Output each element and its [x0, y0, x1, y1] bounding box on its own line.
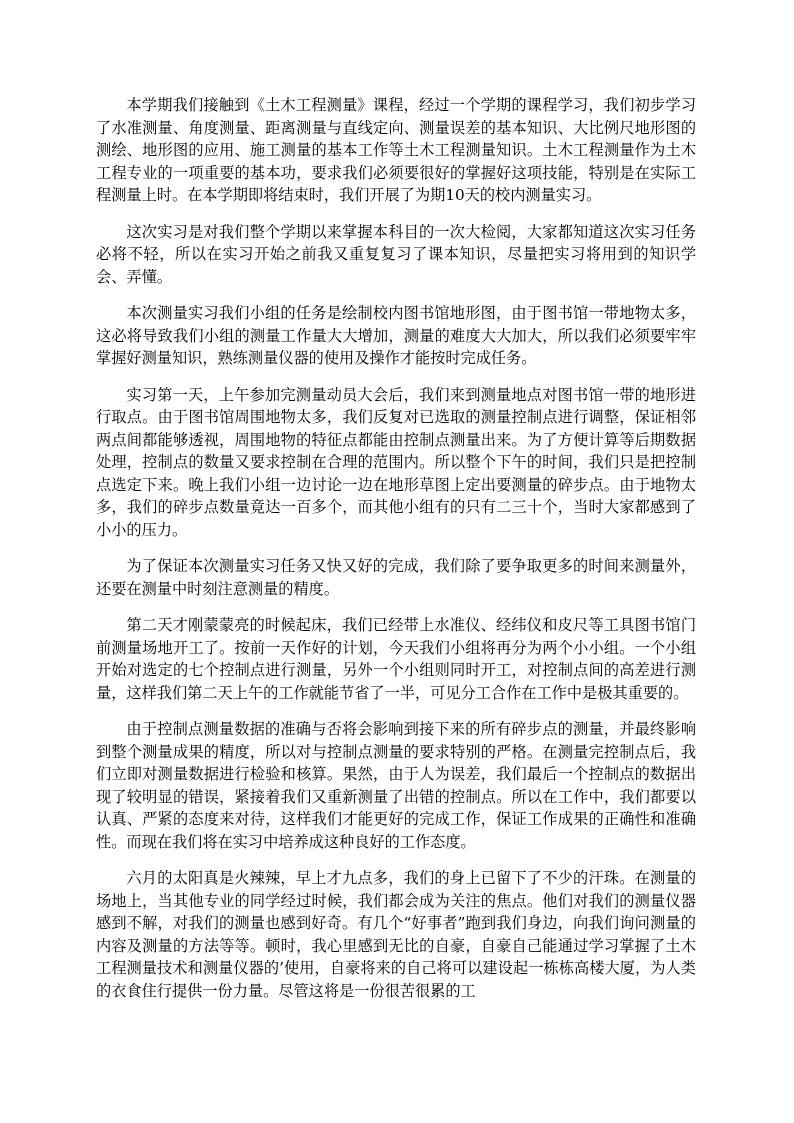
- paragraph-day-one: 实习第一天，上午参加完测量动员大会后，我们来到测量地点对图书馆一带的地形进行取点。由于图书馆周围地物太多，我们反复对已选取的测量控制点进行调整，保证相邻两点间都能够透视，周围地物的特征点都能由控制点测量出来。为了方便计算等后期数据处理，控制点的数量又要求控制在合理的范围内。所以整个下午的时间，我们只是把控制点选定下来。晚上我们小组一边讨论一边在地形草图上定出要测量的碎步点。由于地物太多，我们的碎步点数量竟达一百多个，而其他小组有的只有二三十个，当时大家都感到了小小的压力。: [96, 385, 696, 539]
- paragraph-intro: 本学期我们接触到《土木工程测量》课程，经过一个学期的课程学习，我们初步学习了水准测量、角度测量、距离测量与直线定向、测量误差的基本知识、大比例尺地形图的测绘、地形图的应用、施工测量的基本工作等土木工程测量知识。土木工程测量作为土木工程专业的一项重要的基本功，要求我们必须要很好的掌握好这项技能，特别是在实际工程测量上时。在本学期即将结束时，我们开展了为期10天的校内测量实习。: [96, 96, 696, 204]
- paragraph-june-sun: 六月的太阳真是火辣辣，早上才九点多，我们的身上已留下了不少的汗珠。在测量的场地上，当其他专业的同学经过时候，我们都会成为关注的焦点。他们对我们的测量仪器感到不解，对我们的测量也感到好奇。有几个“好事者”跑到我们身边，向我们询问测量的内容及测量的方法等等。顿时，我心里感到无比的自豪，自豪自己能通过学习掌握了土木工程测量技术和测量仪器的’使用，自豪将来的自己将可以建设起一栋栋高楼大厦，为人类的衣食住行提供一份力量。尽管这将是一份很苦很累的工: [96, 869, 696, 1000]
- paragraph-precision: 为了保证本次测量实习任务又快又好的完成，我们除了要争取更多的时间来测量外，还要在测量中时刻注意测量的精度。: [96, 557, 696, 598]
- paragraph-control-points: 由于控制点测量数据的准确与否将会影响到接下来的所有碎步点的测量，并最终影响到整个测量成果的精度，所以对与控制点测量的要求特别的严格。在测量完控制点后，我们立即对测量数据进行检验和核算。果然，由于人为误差，我们最后一个控制点的数据出现了较明显的错误，紧接着我们又重新测量了出错的控制点。所以在工作中，我们都要以认真、严紧的态度来对待，这样我们才能更好的完成工作，保证工作成果的正确性和准确性。而现在我们将在实习中培养成这种良好的工作态度。: [96, 720, 696, 851]
- document-body: [96, 94, 696, 1016]
- paragraph-task: 本次测量实习我们小组的任务是绘制校内图书馆地形图，由于图书馆一带地物太多，这必将导致我们小组的测量工作量大大增加，测量的难度大大加大，所以我们必须要牢牢掌握好测量知识，熟练测量仪器的使用及操作才能按时完成任务。: [96, 304, 696, 367]
- paragraph-day-two: 第二天才刚蒙蒙亮的时候起床，我们已经带上水准仪、经纬仪和皮尺等工具图书馆门前测量场地开工了。按前一天作好的计划，今天我们小组将再分为两个小小组。一个小组开始对选定的七个控制点进行测量，另外一个小组则同时开工，对控制点间的高差进行测量，这样我们第二天上午的工作就能节省了一半，可见分工合作在工作中是极其重要的。: [96, 616, 696, 702]
- paragraph-review: 这次实习是对我们整个学期以来掌握本科目的一次大检阅，大家都知道这次实习任务必将不轻，所以在实习开始之前我又重复复习了课本知识，尽量把实习将用到的知识学会、弄懂。: [96, 222, 696, 286]
